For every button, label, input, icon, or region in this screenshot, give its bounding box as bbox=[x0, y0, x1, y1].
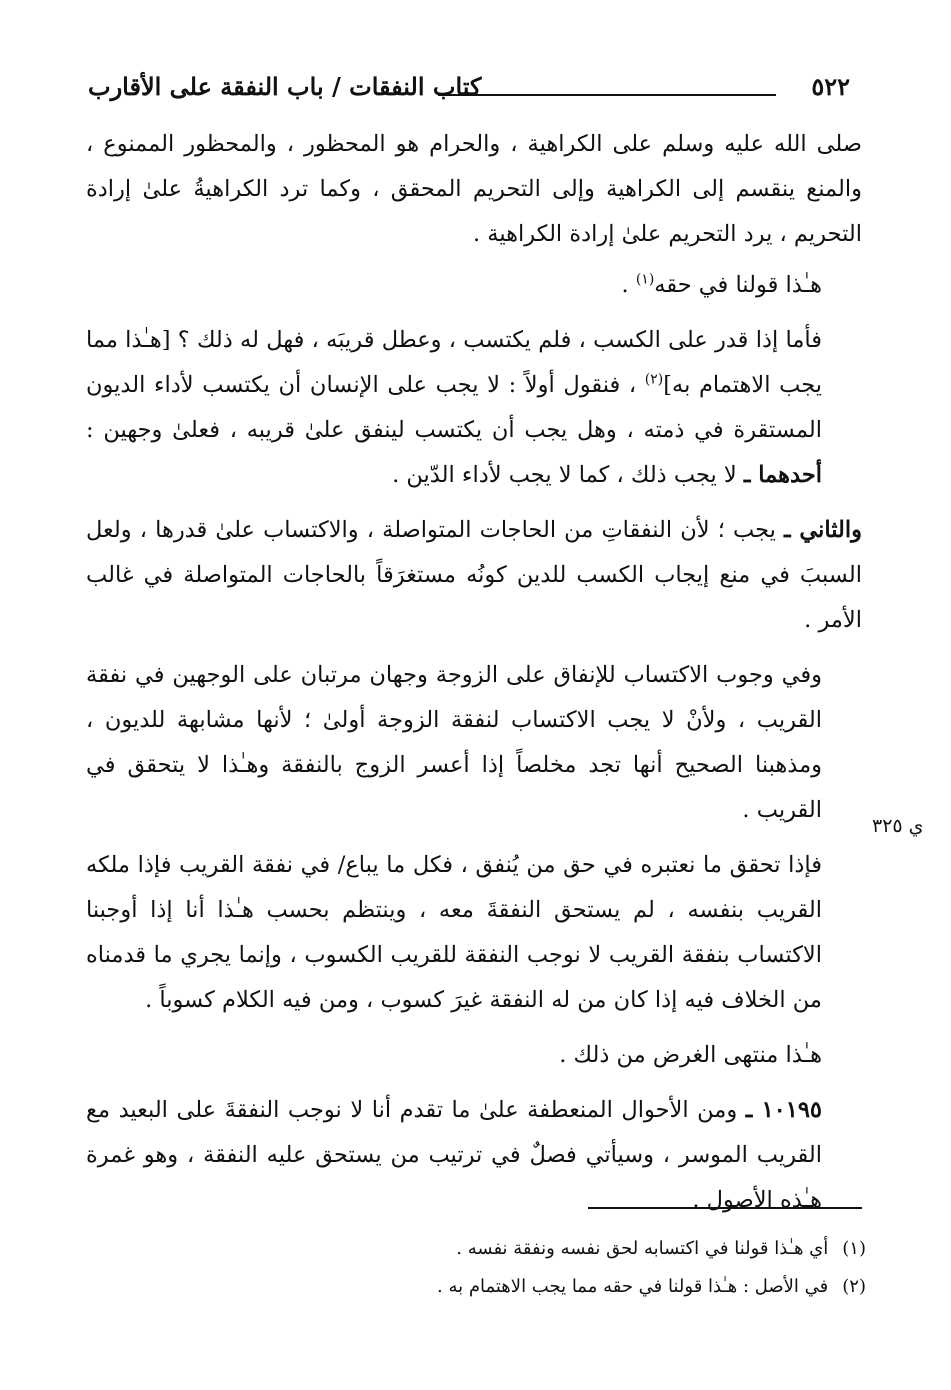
footnote-2-number: (٢) bbox=[842, 1276, 866, 1297]
footnotes bbox=[300, 1230, 866, 1306]
footnote-1 bbox=[300, 1230, 866, 1268]
paragraph-5-text: وفي وجوب الاكتساب للإنفاق على الزوجة وجهان مرتبان على الوجهين في نفقة القريب ، ولأنْ لا يجب الاكتساب لنفقة الزوجة أولىٰ ؛ لأنها مشابهة للديون ، ومذهبنا الصحيح أنها تجد مخلصاً إذا أعسر الزوج بالنفقة وهـٰذا لا يتحقق في القريب . bbox=[86, 662, 822, 823]
section-number: ١٠١٩٥ ـ bbox=[745, 1097, 822, 1123]
paragraph-3-text-b: ، فنقول أولاً : لا يجب على الإنسان أن يكتسب لأداء الديون المستقرة في ذمته ، وهل يجب أن يكتسب لينفق علىٰ قريبه ، فعلىٰ وجهين : bbox=[86, 372, 822, 443]
paragraph-3-text-c: لا يجب ذلك ، كما لا يجب لأداء الدّين . bbox=[392, 462, 744, 488]
paragraph-6 bbox=[86, 843, 862, 1023]
paragraph-7-text: هـٰذا منتهى الغرض من ذلك . bbox=[559, 1042, 822, 1068]
paragraph-3 bbox=[86, 318, 862, 498]
footnote-2-text: في الأصل : هـٰذا قولنا في حقه مما يجب الاهتمام به . bbox=[437, 1276, 829, 1297]
running-title: كتاب النفقات / باب النفقة على الأقارب bbox=[88, 72, 482, 101]
paragraph-5 bbox=[86, 653, 862, 833]
paragraph-2-text: هـٰذا قولنا في حقه bbox=[654, 272, 822, 298]
footnote-2 bbox=[300, 1268, 866, 1306]
paragraph-2-end: . bbox=[621, 272, 636, 298]
footnote-ref-1[interactable]: (١) bbox=[635, 271, 655, 288]
paragraph-8 bbox=[86, 1088, 862, 1223]
header-rule bbox=[438, 94, 776, 96]
margin-manuscript-note: ي ٣٢٥ bbox=[872, 815, 924, 837]
page-number: ٥٢٢ bbox=[811, 72, 850, 101]
paragraph-3-bold: أحدهما ـ bbox=[743, 462, 822, 488]
footnote-ref-2[interactable]: (٢) bbox=[644, 371, 664, 388]
footnote-1-number: (١) bbox=[842, 1238, 866, 1259]
footnote-separator bbox=[588, 1207, 862, 1209]
paragraph-4-text: يجب ؛ لأن النفقاتِ من الحاجات المتواصلة ، والاكتساب علىٰ قدرها ، ولعل السببَ في منع إيجاب الكسب للدين كونُه مستغرَقاً بالحاجات المتواصلة في غالب الأمر . bbox=[86, 517, 862, 633]
footnote-1-text: أي هـٰذا قولنا في اكتسابه لحق نفسه ونفقة نفسه . bbox=[456, 1238, 829, 1259]
paragraph-6-text: فإذا تحقق ما نعتبره في حق من يُنفق ، فكل ما يباع/ في نفقة القريب فإذا ملكه القريب بنفسه ، لم يستحق النفقةَ معه ، وينتظم بحسب هـٰذا أنا إذا أوجبنا الاكتساب بنفقة القريب لا نوجب النفقة للقريب الكسوب ، وإنما يجري ما قدمناه من الخلاف فيه إذا كان من له النفقة غيرَ كسوب ، ومن فيه الكلام كسوباً . bbox=[86, 852, 822, 1013]
paragraph-7 bbox=[86, 1033, 862, 1078]
page-header bbox=[88, 70, 850, 110]
paragraph-2 bbox=[86, 263, 862, 308]
paragraph-4 bbox=[86, 508, 862, 643]
paragraph-4-bold: والثاني ـ bbox=[783, 517, 862, 543]
paragraph-1-text: صلى الله عليه وسلم على الكراهية ، والحرام هو المحظور ، والمحظور الممنوع ، والمنع ينقسم إلى الكراهية وإلى التحريم المحقق ، وكما ترد الكراهيةُ علىٰ إرادة التحريم ، يرد التحريم علىٰ إرادة الكراهية . bbox=[86, 131, 862, 247]
paragraph-1 bbox=[86, 122, 862, 257]
main-text bbox=[86, 122, 862, 1233]
paragraph-8-text: ومن الأحوال المنعطفة علىٰ ما تقدم أنا لا نوجب النفقةَ على البعيد مع القريب الموسر ، وسيأتي فصلٌ في ترتيب من يستحق عليه النفقة ، وهو غمرة هـٰذه الأصول . bbox=[86, 1097, 822, 1213]
paragraph-3-text-a: فأما إذا قدر على الكسب ، فلم يكتسب ، وعطل قريبَه ، فهل له ذلك ؟ [هـٰذا مما يجب الاهتمام به] bbox=[86, 327, 822, 398]
